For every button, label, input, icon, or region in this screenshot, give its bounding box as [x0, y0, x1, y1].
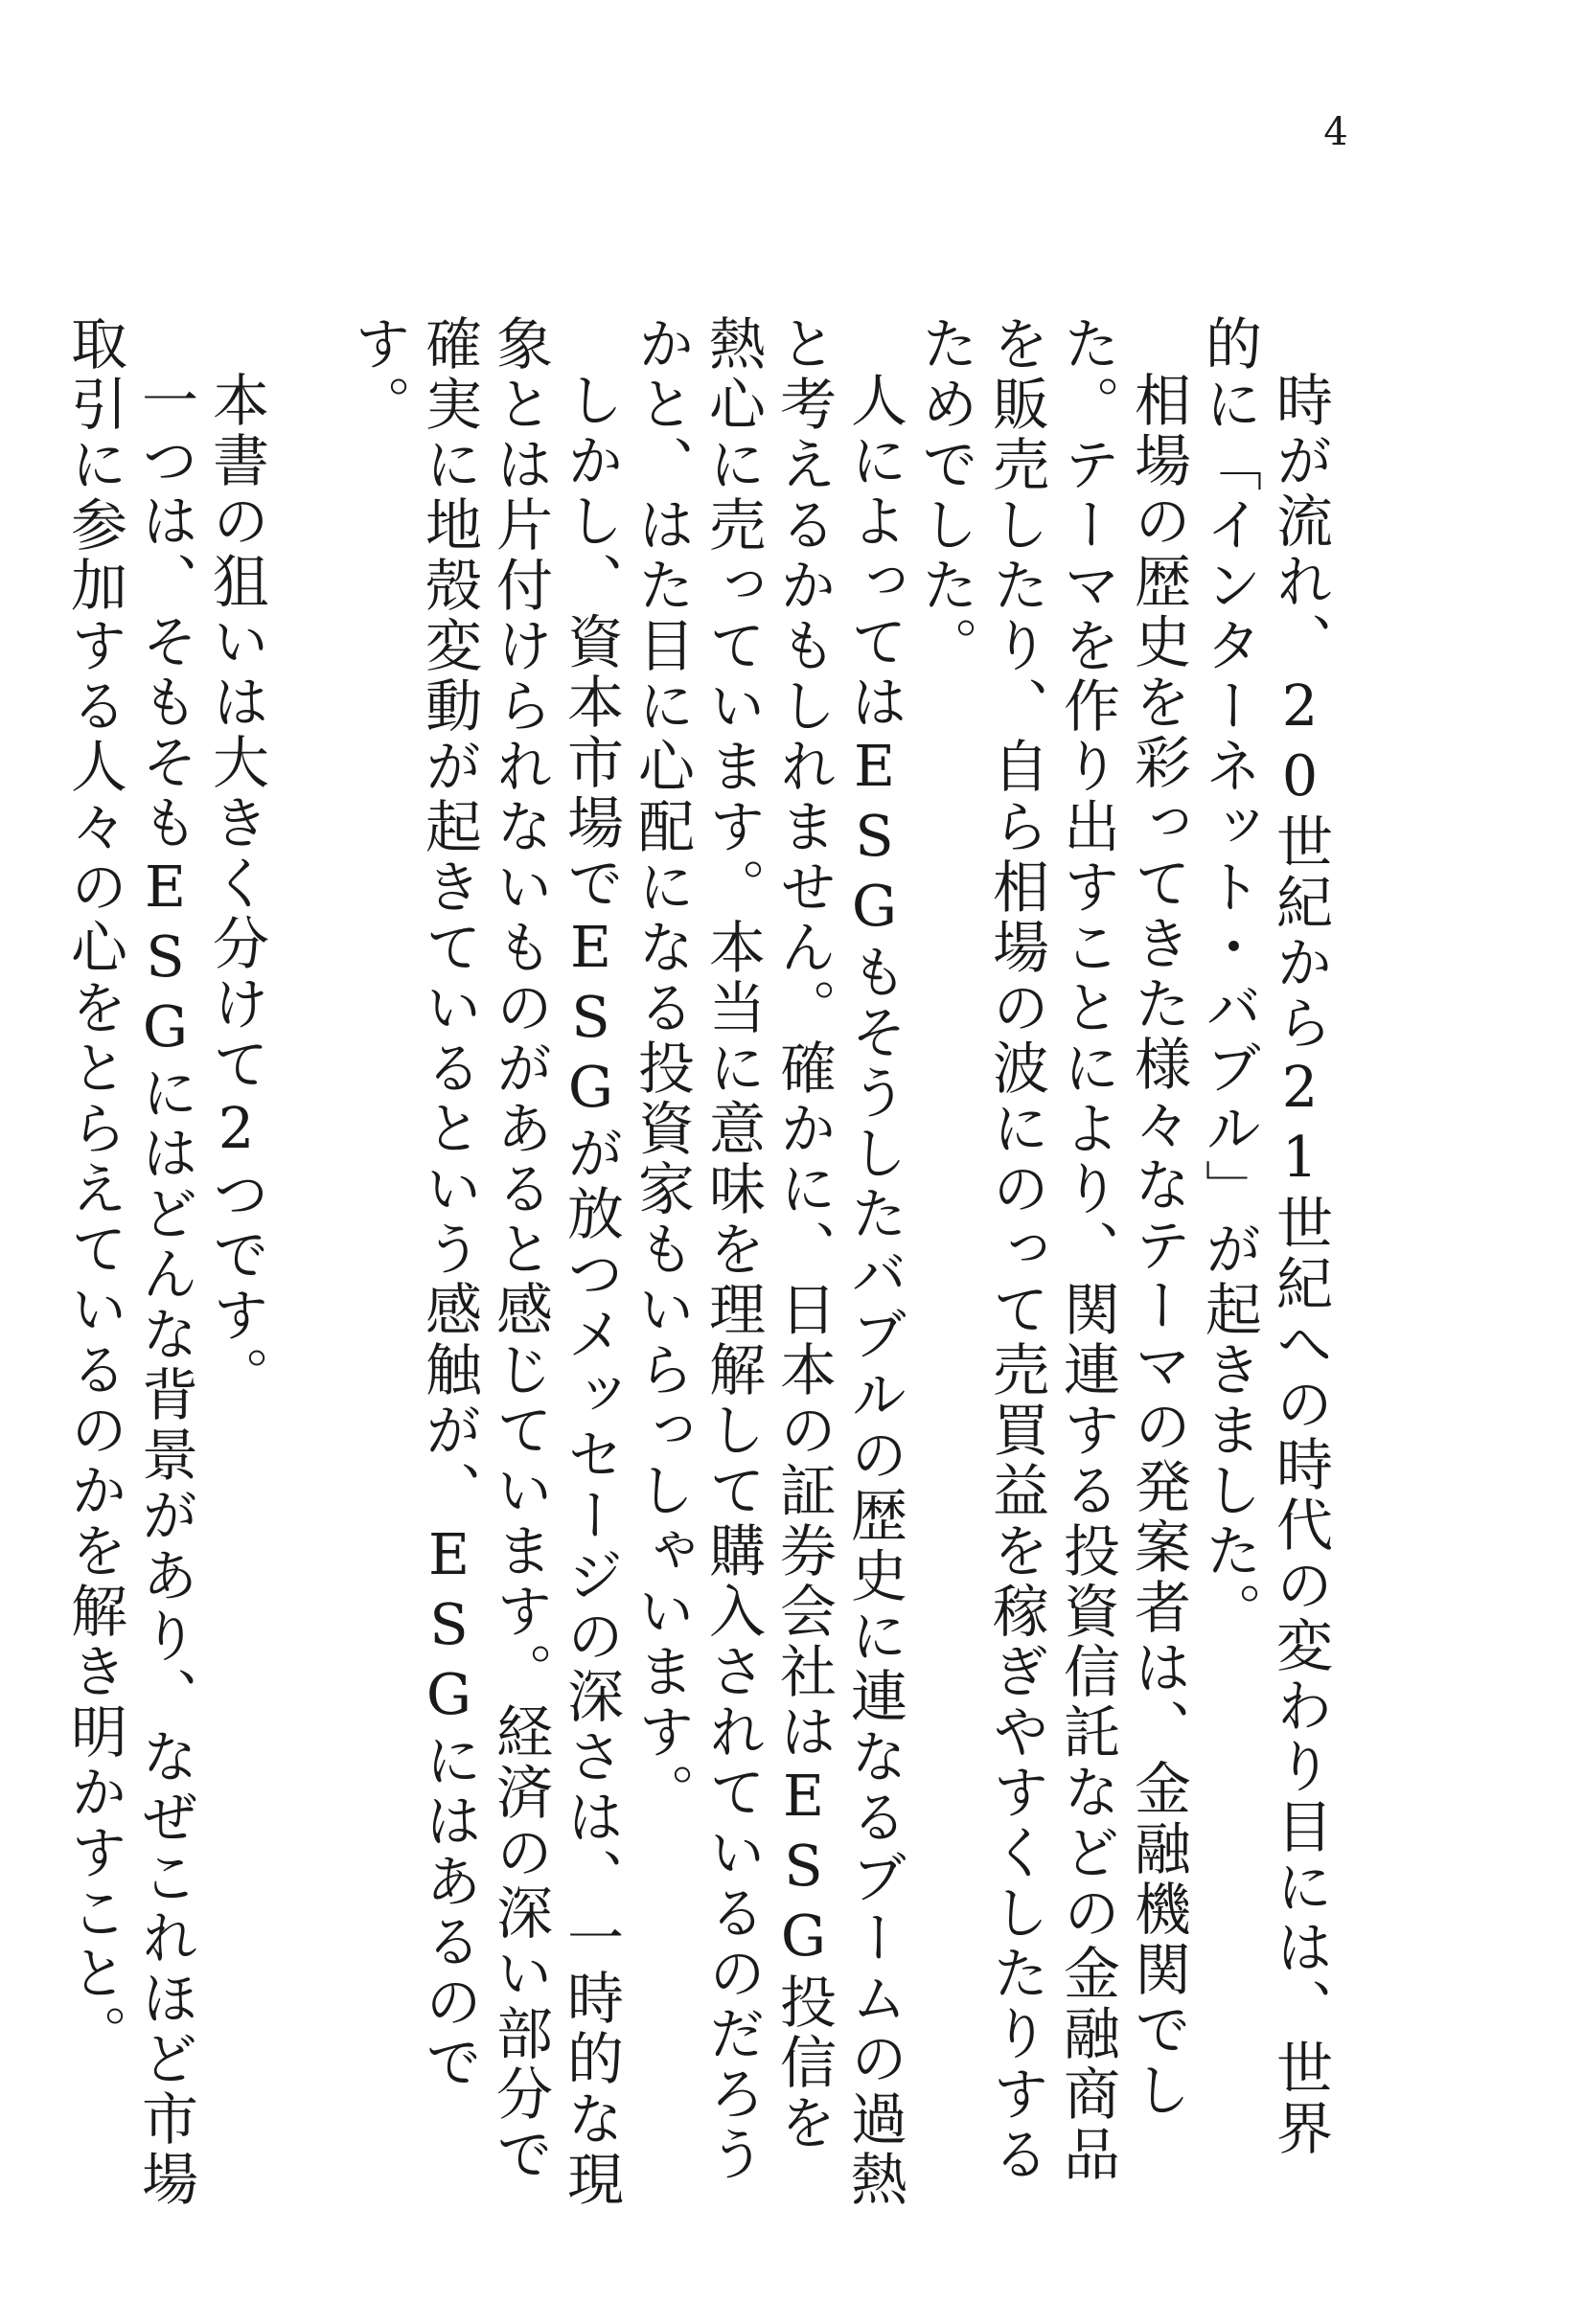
paragraph-book-aims: 本書の狙いは大きく分けて2つです。: [203, 371, 269, 1406]
paragraph-aim-one: 一つは、そもそもESGにはどんな背景があり、なぜこれほど市場取引に参加する人々の心をとらえているのかを解き明かすこと。: [61, 314, 198, 2210]
paragraph-market-themes: 相場の歴史を彩ってきた様々なテーマの発案者は、金融機関でした。テーマを作り出すことにより、関連する投資信託などの金融商品を販売したり、自ら相場の波にのって売買益を稼ぎやすくしたりするためでした。: [912, 314, 1191, 2185]
page-number: 4: [1323, 110, 1348, 154]
paragraph-internet-bubble: 時が流れ、20世紀から21世紀への時代の変わり目には、世界的に「インターネット・バブル」が起きました。: [1196, 314, 1333, 2159]
paragraph-esg-boom: 人によってはESGもそうしたバブルの歴史に連なるブームの過熱と考えるかもしれません。確かに、日本の証券会社はESG投信を熱心に売っています。本当に意味を理解して購入されているのだろうかと、はた目に心配になる投資家もいらっしゃいます。: [629, 314, 907, 2210]
body-text: [58, 314, 1335, 2211]
paragraph-esg-message: しかし、資本市場でESGが放つメッセージの深さは、一時的な現象とは片付けられないものがあると感じています。経済の深い部分で確実に地殻変動が起きているという感触が、ESGにはあるのです。: [345, 314, 624, 2210]
